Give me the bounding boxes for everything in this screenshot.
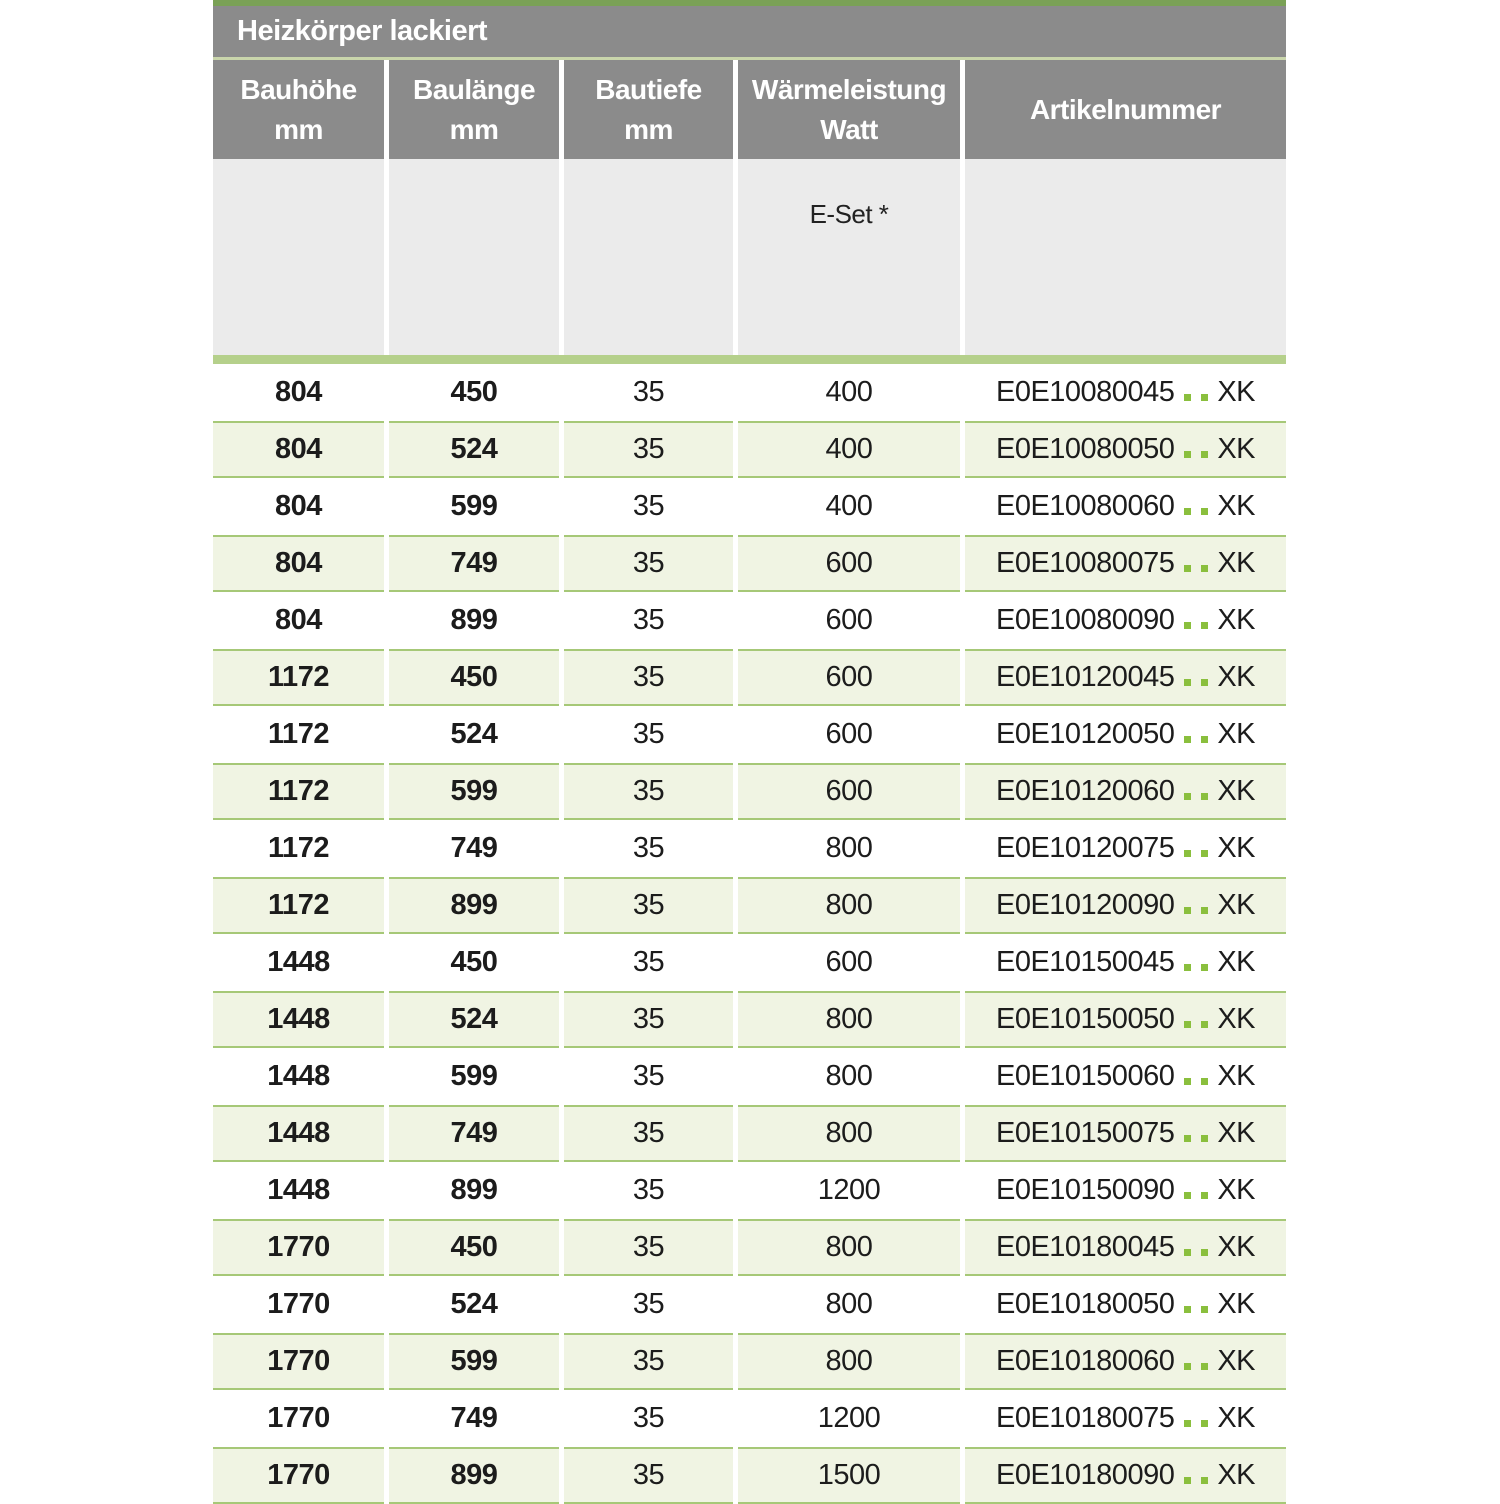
cell-bauhoehe: 1448 — [213, 1105, 384, 1162]
green-dot-icon — [1184, 1249, 1191, 1256]
artikel-prefix: E0E10180090 — [995, 1459, 1175, 1491]
artikel-prefix: E0E10120090 — [995, 889, 1175, 921]
artikel-prefix: E0E10120060 — [995, 775, 1175, 807]
cell-bauhoehe: 1172 — [213, 877, 384, 934]
artikel-suffix: XK — [1217, 433, 1256, 465]
cell-artikelnummer — [965, 535, 1286, 592]
column-header-row — [213, 60, 1286, 159]
green-dot-icon — [1201, 1477, 1208, 1484]
table-row — [213, 1105, 1286, 1162]
cell-waermeleistung: 600 — [738, 934, 960, 991]
subheader-cell-artikelnummer — [965, 159, 1286, 355]
green-dot-icon — [1184, 736, 1191, 743]
cell-baulaenge: 749 — [389, 535, 559, 592]
green-dot-icon — [1184, 394, 1191, 401]
green-dot-icon — [1184, 1420, 1191, 1427]
cell-waermeleistung: 600 — [738, 706, 960, 763]
cell-waermeleistung: 400 — [738, 364, 960, 421]
green-dot-icon — [1201, 394, 1208, 401]
artikel-suffix: XK — [1217, 718, 1256, 750]
artikel-prefix: E0E10150090 — [995, 1174, 1175, 1206]
cell-waermeleistung: 1200 — [738, 1162, 960, 1219]
cell-bautiefe: 35 — [564, 1333, 733, 1390]
table-row — [213, 820, 1286, 877]
cell-waermeleistung: 600 — [738, 535, 960, 592]
cell-waermeleistung: 800 — [738, 877, 960, 934]
artikel-prefix: E0E10150050 — [995, 1003, 1175, 1035]
table-row — [213, 535, 1286, 592]
cell-bautiefe: 35 — [564, 421, 733, 478]
cell-bautiefe: 35 — [564, 649, 733, 706]
cell-bautiefe: 35 — [564, 592, 733, 649]
column-header-label: Bautiefe — [595, 73, 702, 105]
cell-baulaenge: 599 — [389, 1333, 559, 1390]
artikel-prefix: E0E10080045 — [995, 376, 1175, 408]
cell-artikelnummer — [965, 592, 1286, 649]
cell-bauhoehe: 1770 — [213, 1447, 384, 1504]
cell-baulaenge: 524 — [389, 421, 559, 478]
table-row — [213, 1048, 1286, 1105]
cell-baulaenge: 599 — [389, 478, 559, 535]
green-dot-icon — [1184, 964, 1191, 971]
cell-bautiefe: 35 — [564, 763, 733, 820]
cell-baulaenge: 450 — [389, 364, 559, 421]
green-dot-icon — [1201, 508, 1208, 515]
column-header-label: Artikelnummer — [1029, 93, 1222, 125]
cell-artikelnummer — [965, 364, 1286, 421]
artikel-suffix: XK — [1217, 490, 1256, 522]
green-dot-icon — [1201, 793, 1208, 800]
green-dot-icon — [1201, 907, 1208, 914]
subheader-row — [213, 159, 1286, 355]
cell-artikelnummer — [965, 1333, 1286, 1390]
cell-artikelnummer — [965, 421, 1286, 478]
cell-waermeleistung: 800 — [738, 1333, 960, 1390]
artikel-suffix: XK — [1217, 1402, 1256, 1434]
green-dot-icon — [1201, 850, 1208, 857]
green-dot-icon — [1184, 1363, 1191, 1370]
cell-bauhoehe: 1172 — [213, 706, 384, 763]
cell-artikelnummer — [965, 1276, 1286, 1333]
cell-bautiefe: 35 — [564, 706, 733, 763]
column-header-label: Bauhöhe — [240, 73, 357, 105]
cell-bautiefe: 35 — [564, 1276, 733, 1333]
cell-baulaenge: 749 — [389, 820, 559, 877]
artikel-suffix: XK — [1217, 1231, 1256, 1263]
artikel-prefix: E0E10080060 — [995, 490, 1175, 522]
artikel-suffix: XK — [1217, 1117, 1256, 1149]
cell-waermeleistung: 400 — [738, 421, 960, 478]
green-dot-icon — [1201, 1420, 1208, 1427]
green-dot-icon — [1201, 1192, 1208, 1199]
green-dot-icon — [1184, 793, 1191, 800]
cell-bautiefe: 35 — [564, 478, 733, 535]
cell-bauhoehe: 1770 — [213, 1219, 384, 1276]
table-row — [213, 991, 1286, 1048]
artikel-suffix: XK — [1217, 661, 1256, 693]
green-dot-icon — [1201, 1306, 1208, 1313]
table-row — [213, 1219, 1286, 1276]
green-dot-icon — [1201, 622, 1208, 629]
green-dot-icon — [1201, 1021, 1208, 1028]
cell-bautiefe: 35 — [564, 1219, 733, 1276]
cell-artikelnummer — [965, 991, 1286, 1048]
green-dot-icon — [1201, 1135, 1208, 1142]
green-dot-icon — [1201, 565, 1208, 572]
green-separator-bar — [213, 355, 1286, 364]
cell-bauhoehe: 1448 — [213, 991, 384, 1048]
eset-label: E-Set * — [809, 199, 889, 229]
column-header-bauhoehe — [213, 60, 384, 159]
cell-baulaenge: 524 — [389, 1276, 559, 1333]
cell-baulaenge: 749 — [389, 1390, 559, 1447]
cell-bautiefe: 35 — [564, 1447, 733, 1504]
cell-waermeleistung: 800 — [738, 1219, 960, 1276]
green-dot-icon — [1201, 736, 1208, 743]
column-header-bautiefe — [564, 60, 733, 159]
cell-artikelnummer — [965, 820, 1286, 877]
table-row — [213, 1390, 1286, 1447]
cell-artikelnummer — [965, 1390, 1286, 1447]
artikel-suffix: XK — [1217, 832, 1256, 864]
cell-bautiefe: 35 — [564, 1390, 733, 1447]
cell-artikelnummer — [965, 763, 1286, 820]
cell-artikelnummer — [965, 478, 1286, 535]
green-dot-icon — [1201, 1249, 1208, 1256]
green-dot-icon — [1201, 1078, 1208, 1085]
cell-artikelnummer — [965, 1447, 1286, 1504]
table-row — [213, 706, 1286, 763]
green-dot-icon — [1201, 679, 1208, 686]
artikel-prefix: E0E10120045 — [995, 661, 1175, 693]
column-header-artikelnummer — [965, 60, 1286, 159]
cell-waermeleistung: 800 — [738, 1048, 960, 1105]
column-header-unit: mm — [274, 113, 323, 145]
cell-bautiefe: 35 — [564, 877, 733, 934]
table-row — [213, 877, 1286, 934]
cell-bautiefe: 35 — [564, 820, 733, 877]
artikel-suffix: XK — [1217, 775, 1256, 807]
cell-bauhoehe: 1448 — [213, 1162, 384, 1219]
cell-bauhoehe: 804 — [213, 592, 384, 649]
table-title: Heizkörper lackiert — [237, 15, 488, 47]
artikel-suffix: XK — [1217, 547, 1256, 579]
table-row — [213, 421, 1286, 478]
cell-artikelnummer — [965, 1162, 1286, 1219]
cell-baulaenge: 524 — [389, 706, 559, 763]
green-dot-icon — [1184, 1477, 1191, 1484]
artikel-prefix: E0E10120050 — [995, 718, 1175, 750]
artikel-prefix: E0E10080050 — [995, 433, 1175, 465]
subheader-cell-bautiefe — [564, 159, 733, 355]
cell-bauhoehe: 1172 — [213, 820, 384, 877]
cell-waermeleistung: 600 — [738, 649, 960, 706]
artikel-prefix: E0E10080090 — [995, 604, 1175, 636]
column-header-unit: Watt — [820, 113, 878, 145]
cell-baulaenge: 599 — [389, 763, 559, 820]
cell-bauhoehe: 1172 — [213, 763, 384, 820]
table-row — [213, 1162, 1286, 1219]
green-dot-icon — [1184, 1021, 1191, 1028]
artikel-suffix: XK — [1217, 604, 1256, 636]
cell-baulaenge: 450 — [389, 934, 559, 991]
table-row — [213, 1333, 1286, 1390]
cell-baulaenge: 599 — [389, 1048, 559, 1105]
cell-bauhoehe: 804 — [213, 478, 384, 535]
table-row — [213, 364, 1286, 421]
cell-artikelnummer — [965, 1105, 1286, 1162]
artikel-prefix: E0E10150045 — [995, 946, 1175, 978]
artikel-prefix: E0E10080075 — [995, 547, 1175, 579]
cell-waermeleistung: 800 — [738, 991, 960, 1048]
artikel-prefix: E0E10180060 — [995, 1345, 1175, 1377]
cell-baulaenge: 450 — [389, 1219, 559, 1276]
green-dot-icon — [1201, 451, 1208, 458]
cell-baulaenge: 749 — [389, 1105, 559, 1162]
cell-bautiefe: 35 — [564, 934, 733, 991]
green-dot-icon — [1184, 565, 1191, 572]
table-row — [213, 934, 1286, 991]
cell-baulaenge: 450 — [389, 649, 559, 706]
cell-bautiefe: 35 — [564, 364, 733, 421]
artikel-prefix: E0E10150060 — [995, 1060, 1175, 1092]
cell-bauhoehe: 1448 — [213, 1048, 384, 1105]
green-dot-icon — [1184, 907, 1191, 914]
cell-baulaenge: 899 — [389, 592, 559, 649]
column-header-unit: mm — [624, 113, 673, 145]
cell-artikelnummer — [965, 1219, 1286, 1276]
green-dot-icon — [1184, 1135, 1191, 1142]
artikel-suffix: XK — [1217, 376, 1256, 408]
subheader-cell-baulaenge — [389, 159, 559, 355]
column-header-label: Wärmeleistung — [751, 73, 947, 105]
table-title-bar — [213, 6, 1286, 57]
green-dot-icon — [1201, 964, 1208, 971]
green-dot-icon — [1184, 451, 1191, 458]
cell-bauhoehe: 804 — [213, 535, 384, 592]
cell-bauhoehe: 1770 — [213, 1333, 384, 1390]
green-dot-icon — [1184, 508, 1191, 515]
artikel-suffix: XK — [1217, 1060, 1256, 1092]
cell-bauhoehe: 1172 — [213, 649, 384, 706]
cell-bauhoehe: 804 — [213, 364, 384, 421]
artikel-prefix: E0E10180075 — [995, 1402, 1175, 1434]
green-dot-icon — [1201, 1363, 1208, 1370]
cell-bautiefe: 35 — [564, 1162, 733, 1219]
artikel-suffix: XK — [1217, 1345, 1256, 1377]
cell-waermeleistung: 600 — [738, 592, 960, 649]
column-header-label: Baulänge — [412, 73, 536, 105]
subheader-cell-waermeleistung — [738, 159, 960, 355]
cell-baulaenge: 524 — [389, 991, 559, 1048]
cell-baulaenge: 899 — [389, 877, 559, 934]
green-dot-icon — [1184, 679, 1191, 686]
cell-waermeleistung: 800 — [738, 1105, 960, 1162]
artikel-suffix: XK — [1217, 946, 1256, 978]
table-row — [213, 1447, 1286, 1504]
cell-artikelnummer — [965, 877, 1286, 934]
cell-bautiefe: 35 — [564, 1105, 733, 1162]
subheader-cell-bauhoehe — [213, 159, 384, 355]
cell-bautiefe: 35 — [564, 535, 733, 592]
artikel-suffix: XK — [1217, 1459, 1256, 1491]
artikel-prefix: E0E10180050 — [995, 1288, 1175, 1320]
cell-artikelnummer — [965, 1048, 1286, 1105]
artikel-prefix: E0E10150075 — [995, 1117, 1175, 1149]
artikel-suffix: XK — [1217, 889, 1256, 921]
green-dot-icon — [1184, 1192, 1191, 1199]
artikel-suffix: XK — [1217, 1003, 1256, 1035]
cell-artikelnummer — [965, 934, 1286, 991]
table-body — [213, 364, 1286, 1504]
cell-waermeleistung: 800 — [738, 820, 960, 877]
cell-waermeleistung: 600 — [738, 763, 960, 820]
cell-bauhoehe: 1770 — [213, 1276, 384, 1333]
column-header-baulaenge — [389, 60, 559, 159]
cell-bautiefe: 35 — [564, 991, 733, 1048]
artikel-prefix: E0E10120075 — [995, 832, 1175, 864]
cell-bautiefe: 35 — [564, 1048, 733, 1105]
column-header-waermeleistung — [738, 60, 960, 159]
cell-baulaenge: 899 — [389, 1162, 559, 1219]
table-row — [213, 763, 1286, 820]
table-row — [213, 592, 1286, 649]
artikel-prefix: E0E10180045 — [995, 1231, 1175, 1263]
column-header-unit: mm — [449, 113, 499, 145]
cell-waermeleistung: 400 — [738, 478, 960, 535]
cell-waermeleistung: 1200 — [738, 1390, 960, 1447]
artikel-suffix: XK — [1217, 1174, 1256, 1206]
cell-artikelnummer — [965, 649, 1286, 706]
product-table — [213, 0, 1286, 1504]
cell-bauhoehe: 1770 — [213, 1390, 384, 1447]
cell-bauhoehe: 1448 — [213, 934, 384, 991]
cell-waermeleistung: 800 — [738, 1276, 960, 1333]
table-row — [213, 478, 1286, 535]
cell-waermeleistung: 1500 — [738, 1447, 960, 1504]
green-dot-icon — [1184, 622, 1191, 629]
green-dot-icon — [1184, 850, 1191, 857]
cell-bauhoehe: 804 — [213, 421, 384, 478]
green-dot-icon — [1184, 1078, 1191, 1085]
table-row — [213, 649, 1286, 706]
artikel-suffix: XK — [1217, 1288, 1256, 1320]
cell-artikelnummer — [965, 706, 1286, 763]
cell-baulaenge: 899 — [389, 1447, 559, 1504]
green-dot-icon — [1184, 1306, 1191, 1313]
table-row — [213, 1276, 1286, 1333]
